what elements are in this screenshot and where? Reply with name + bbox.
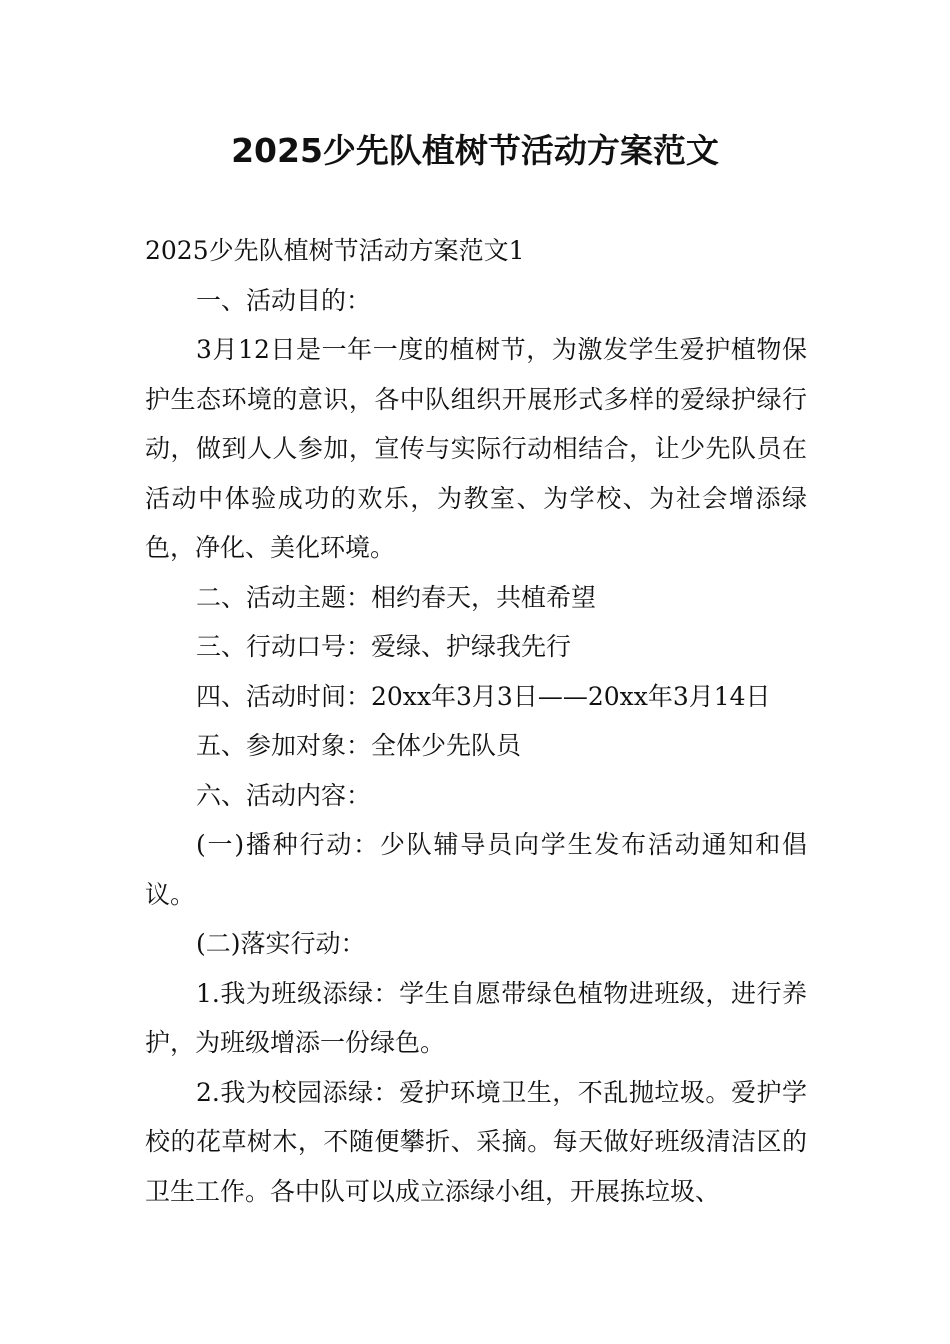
paragraph-content-heading: 六、活动内容： — [196, 780, 372, 810]
section-subtitle: 2025少先队植树节活动方案范文1 — [145, 236, 525, 265]
document-title: 2025少先队植树节活动方案范文 — [231, 131, 719, 170]
paragraph-purpose-heading: 一、活动目的： — [196, 285, 372, 315]
paragraph-time: 四、活动时间：20xx年3月3日——20xx年3月14日 — [196, 681, 771, 711]
paragraph-participants: 五、参加对象：全体少先队员 — [196, 731, 522, 760]
paragraph-purpose-body: 3月12日是一年一度的植树节，为激发学生爱护植物保护生态环境的意识，各中队组织开展形式多样的爱绿护绿行动，做到人人参加，宣传与实际行动相结合，让少先队员在活动中体验成功的欢乐，为教室、为学校、为社会增添绿色，净化、美化环境。 — [145, 335, 807, 562]
paragraph-theme: 二、活动主题：相约春天，共植希望 — [196, 582, 597, 612]
paragraph-slogan: 三、行动口号：爱绿、护绿我先行 — [196, 632, 572, 661]
paragraph-campus-greening: 2.我为校园添绿：爱护环境卫生，不乱抛垃圾。爱护学校的花草树木，不随便攀折、采摘。每天做好班级清洁区的卫生工作。各中队可以成立添绿小组，开展拣垃圾、 — [145, 1077, 807, 1206]
paragraph-implementation-heading: (二)落实行动： — [196, 929, 366, 958]
paragraph-sowing-action: (一)播种行动：少队辅导员向学生发布活动通知和倡议。 — [145, 830, 807, 909]
paragraph-class-greening: 1.我为班级添绿：学生自愿带绿色植物进班级，进行养护，为班级增添一份绿色。 — [145, 978, 807, 1057]
document-body — [145, 226, 807, 1216]
